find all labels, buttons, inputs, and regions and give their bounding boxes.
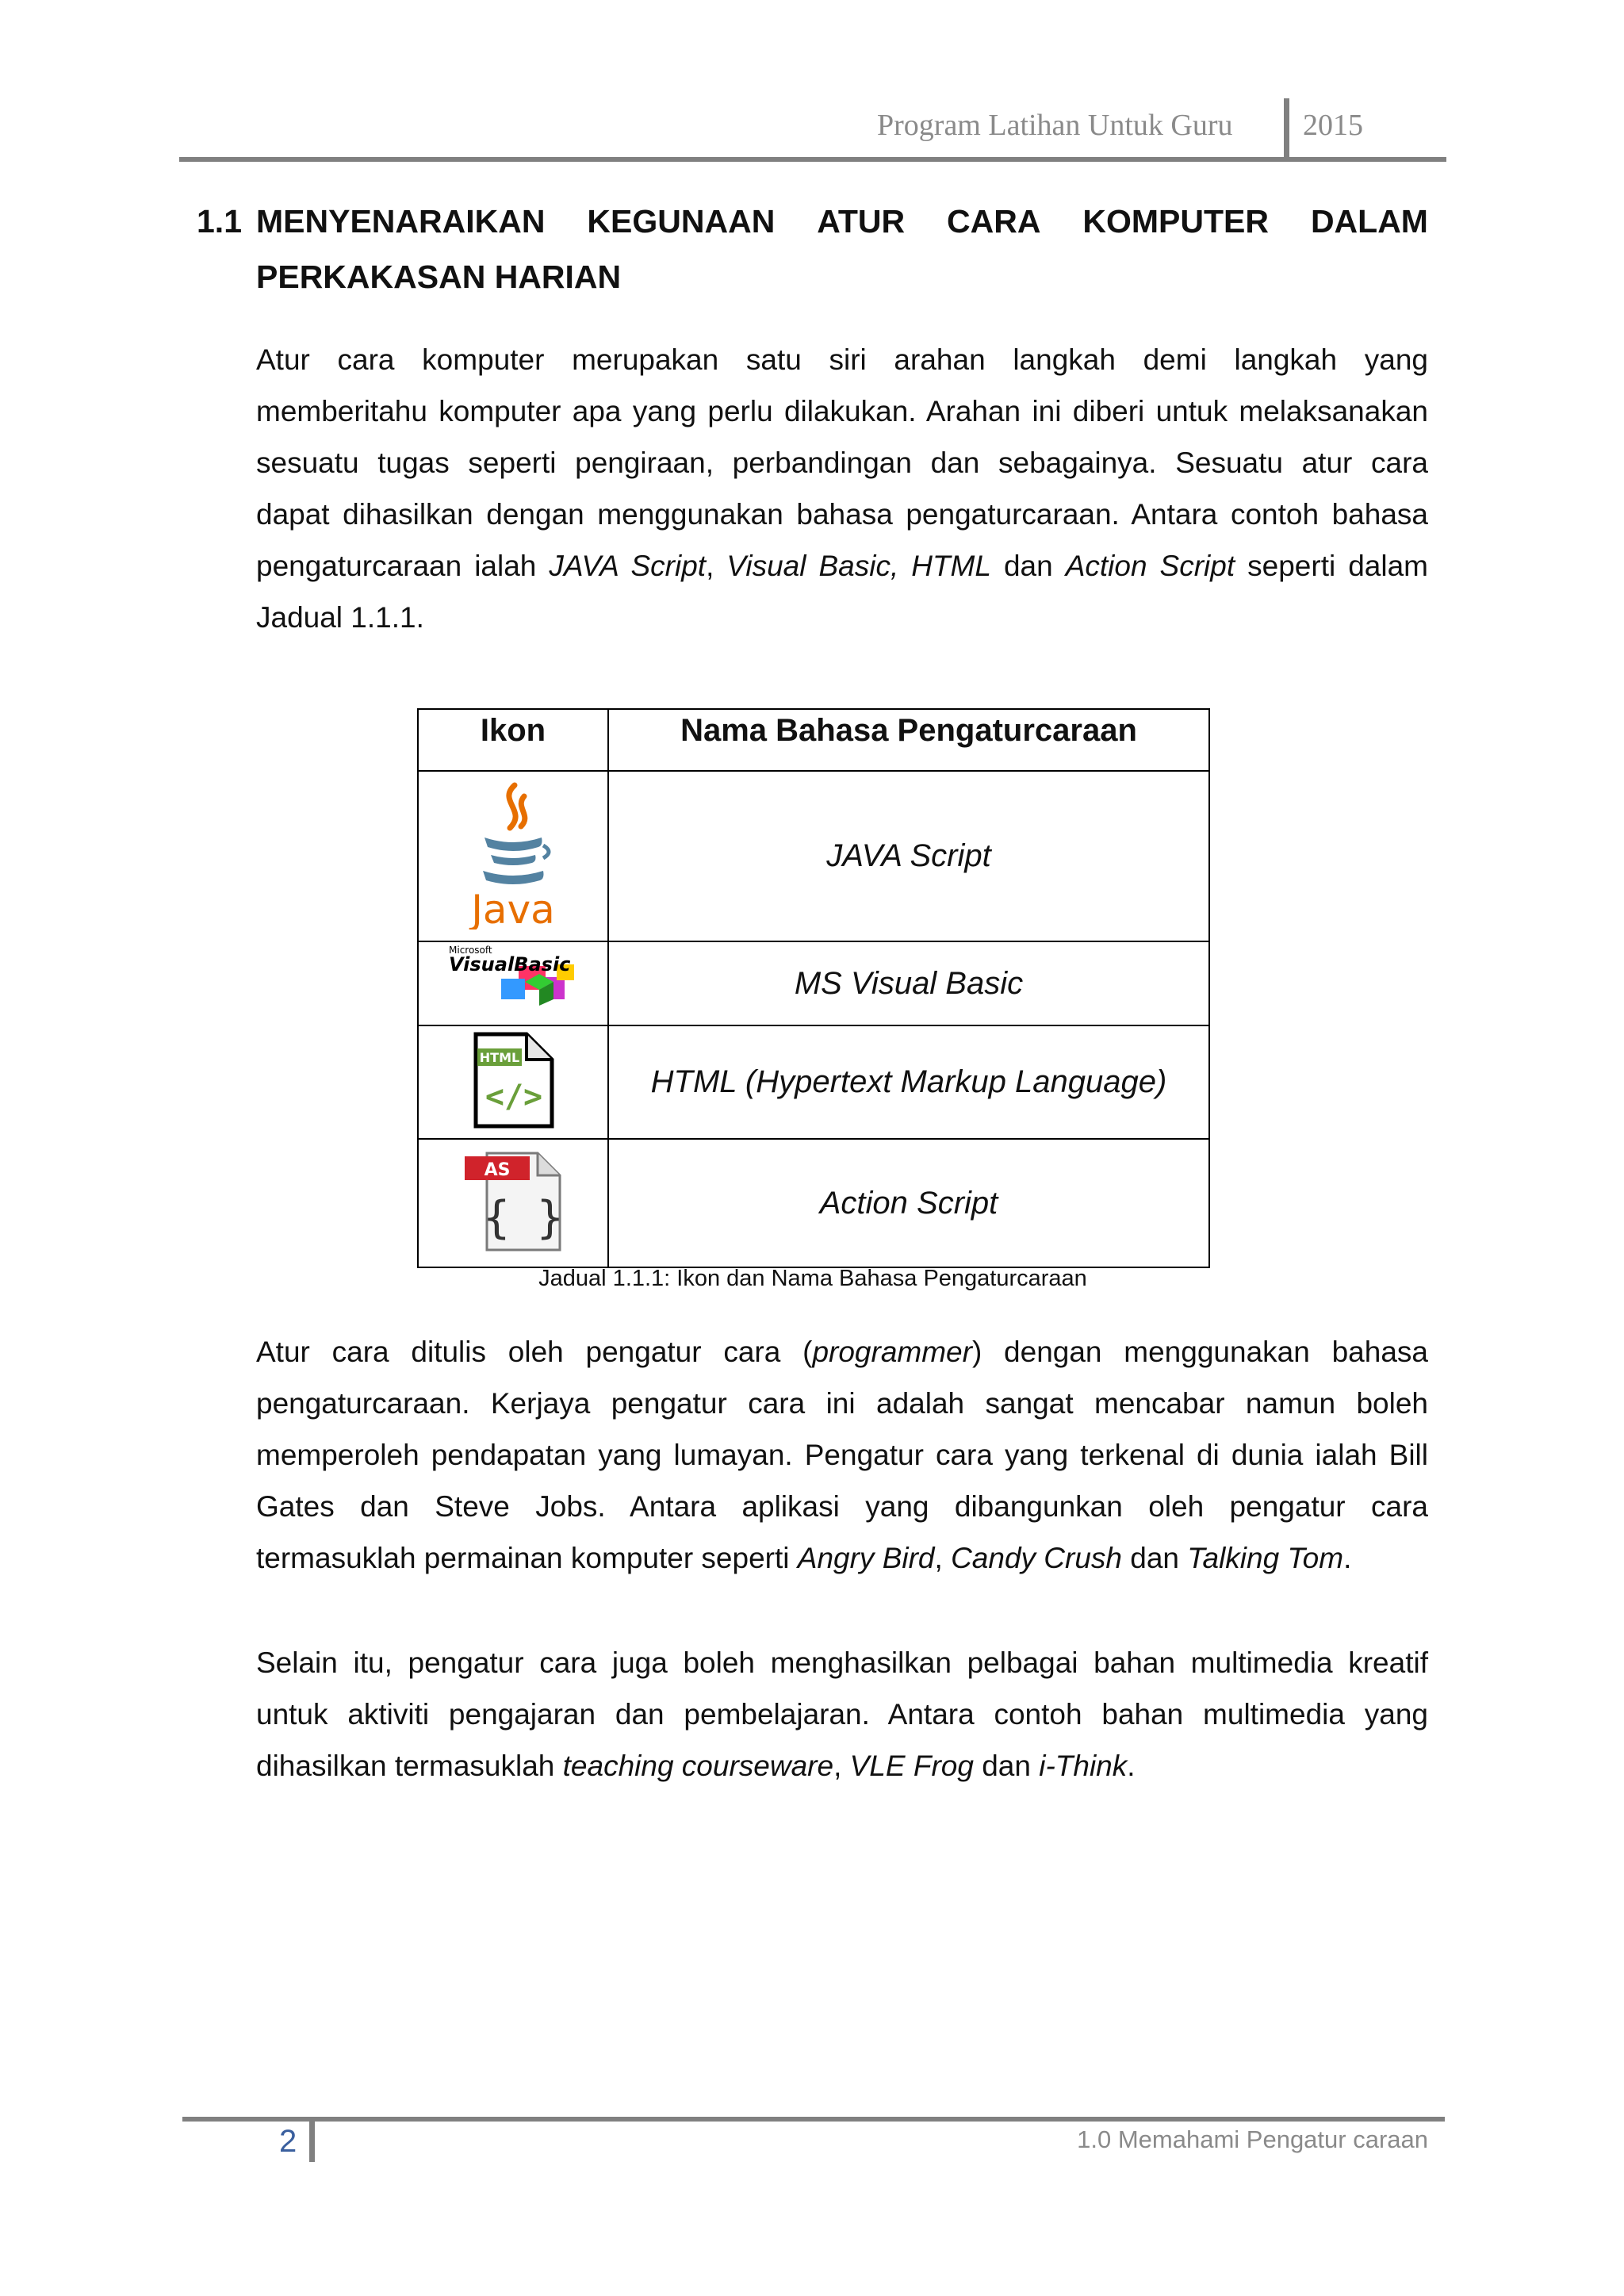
heading-word: ATUR: [817, 203, 906, 240]
heading-word: MENYENARAIKAN: [256, 203, 546, 240]
text-run: dan: [973, 1750, 1040, 1782]
html-icon-label: HTML: [479, 1050, 520, 1065]
icon-cell: [418, 1025, 608, 1139]
heading-word: DALAM: [1310, 203, 1428, 240]
paragraph-line: Gates dan Steve Jobs. Antara aplikasi yang dibangunkan oleh pengatur cara: [256, 1490, 1428, 1523]
text-run: ) dengan menggunakan bahasa: [971, 1336, 1428, 1368]
languages-table: [417, 708, 1210, 1268]
text-run: dan: [990, 550, 1066, 582]
heading-word: KEGUNAAN: [587, 203, 776, 240]
section-heading-line2: PERKAKASAN HARIAN: [256, 259, 622, 295]
text-run: pengaturcaraan ialah: [256, 550, 550, 582]
paragraph-line: [256, 1740, 1428, 1792]
paragraph-line: Atur cara komputer merupakan satu siri arahan langkah demi langkah yang: [256, 343, 1428, 376]
header-title: Program Latihan Untuk Guru: [877, 109, 1233, 142]
page-number: 2: [279, 2124, 297, 2159]
heading-word: KOMPUTER: [1082, 203, 1269, 240]
footer-separator: [309, 2121, 315, 2162]
text-run-italic: Candy Crush: [951, 1542, 1122, 1574]
header-rule: [179, 157, 1446, 162]
text-run: Atur cara ditulis oleh pengatur cara (: [256, 1336, 813, 1368]
vb-logo-text: VisualBasic: [449, 953, 571, 976]
table-row: [418, 941, 1209, 1025]
text-run: termasuklah permainan komputer seperti: [256, 1542, 798, 1574]
icon-cell: [418, 941, 608, 1025]
text-run-italic: VLE Frog: [849, 1750, 974, 1782]
text-run-italic: Action Script: [1065, 550, 1235, 582]
paragraph-line: [256, 1326, 1428, 1378]
table-header-row: [418, 709, 1209, 771]
language-name: HTML (Hypertext Markup Language): [608, 1025, 1209, 1139]
language-name: JAVA Script: [608, 771, 1209, 941]
column-header-name: Nama Bahasa Pengaturcaraan: [608, 709, 1209, 771]
table-caption: Jadual 1.1.1: Ikon dan Nama Bahasa Pengaturcaraan: [538, 1266, 1087, 1291]
paragraph-line: [256, 1532, 1428, 1584]
text-run: .: [1343, 1542, 1352, 1574]
table-row: [418, 1139, 1209, 1267]
text-run-italic: Talking Tom: [1187, 1542, 1344, 1574]
text-run-italic: i-Think: [1039, 1750, 1128, 1782]
icon-cell: [418, 771, 608, 941]
table-row: [418, 1025, 1209, 1139]
icon-cell: [418, 1139, 608, 1267]
paragraph-line: sesuatu tugas seperti pengiraan, perbandingan dan sebagainya. Sesuatu atur cara: [256, 447, 1428, 479]
text-run-italic: programmer: [812, 1336, 972, 1368]
heading-word: CARA: [947, 203, 1041, 240]
paragraph-line: dapat dihasilkan dengan menggunakan bahasa pengaturcaraan. Antara contoh bahasa: [256, 498, 1428, 531]
html-file-icon: [469, 1031, 557, 1129]
text-run: ,: [833, 1750, 850, 1782]
java-logo-text: Java: [471, 887, 555, 930]
footer-chapter: 1.0 Memahami Pengatur caraan: [1077, 2125, 1428, 2153]
text-run-italic: teaching courseware: [562, 1750, 834, 1782]
text-run-italic: Visual Basic, HTML: [726, 550, 991, 582]
language-name: Action Script: [608, 1139, 1209, 1267]
text-run: dan: [1122, 1542, 1188, 1574]
as-icon-label: AS: [484, 1159, 511, 1180]
text-run-italic: JAVA Script: [549, 550, 707, 582]
header-year: 2015: [1303, 109, 1363, 142]
header-separator: [1284, 98, 1289, 159]
paragraph-line: memperoleh pendapatan yang lumayan. Pengatur cara yang terkenal di dunia ialah Bill: [256, 1439, 1428, 1471]
column-header-icon: Ikon: [418, 709, 608, 771]
java-logo-icon: [465, 779, 561, 930]
text-run: ,: [706, 550, 727, 582]
table-row: [418, 771, 1209, 941]
text-run: ,: [934, 1542, 952, 1574]
language-name: MS Visual Basic: [608, 941, 1209, 1025]
section-number: 1.1: [197, 203, 242, 240]
paragraph-line: memberitahu komputer apa yang perlu dilakukan. Arahan ini diberi untuk melaksanakan: [256, 395, 1428, 427]
as-icon-glyph: { }: [483, 1191, 564, 1244]
section-heading-line1: [256, 203, 1428, 240]
paragraph-line: Jadual 1.1.1.: [256, 601, 424, 634]
paragraph-line: [256, 540, 1428, 592]
paragraph-line: pengaturcaraan. Kerjaya pengatur cara ini adalah sangat mencabar namun boleh: [256, 1387, 1428, 1420]
vb-logo-small-text: Microsoft: [449, 945, 492, 956]
text-run: .: [1127, 1750, 1136, 1782]
text-run: dihasilkan termasuklah: [256, 1750, 563, 1782]
visual-basic-logo-icon: [446, 942, 580, 1007]
paragraph-line: untuk aktiviti pengajaran dan pembelajaran. Antara contoh bahan multimedia yang: [256, 1698, 1428, 1731]
footer-rule: [182, 2117, 1445, 2122]
paragraph-line: Selain itu, pengatur cara juga boleh menghasilkan pelbagai bahan multimedia kreatif: [256, 1646, 1428, 1679]
actionscript-file-icon: [462, 1150, 565, 1253]
text-run-italic: Angry Bird: [797, 1542, 935, 1574]
text-run: seperti dalam: [1235, 550, 1428, 582]
html-icon-glyph: </>: [485, 1079, 543, 1115]
